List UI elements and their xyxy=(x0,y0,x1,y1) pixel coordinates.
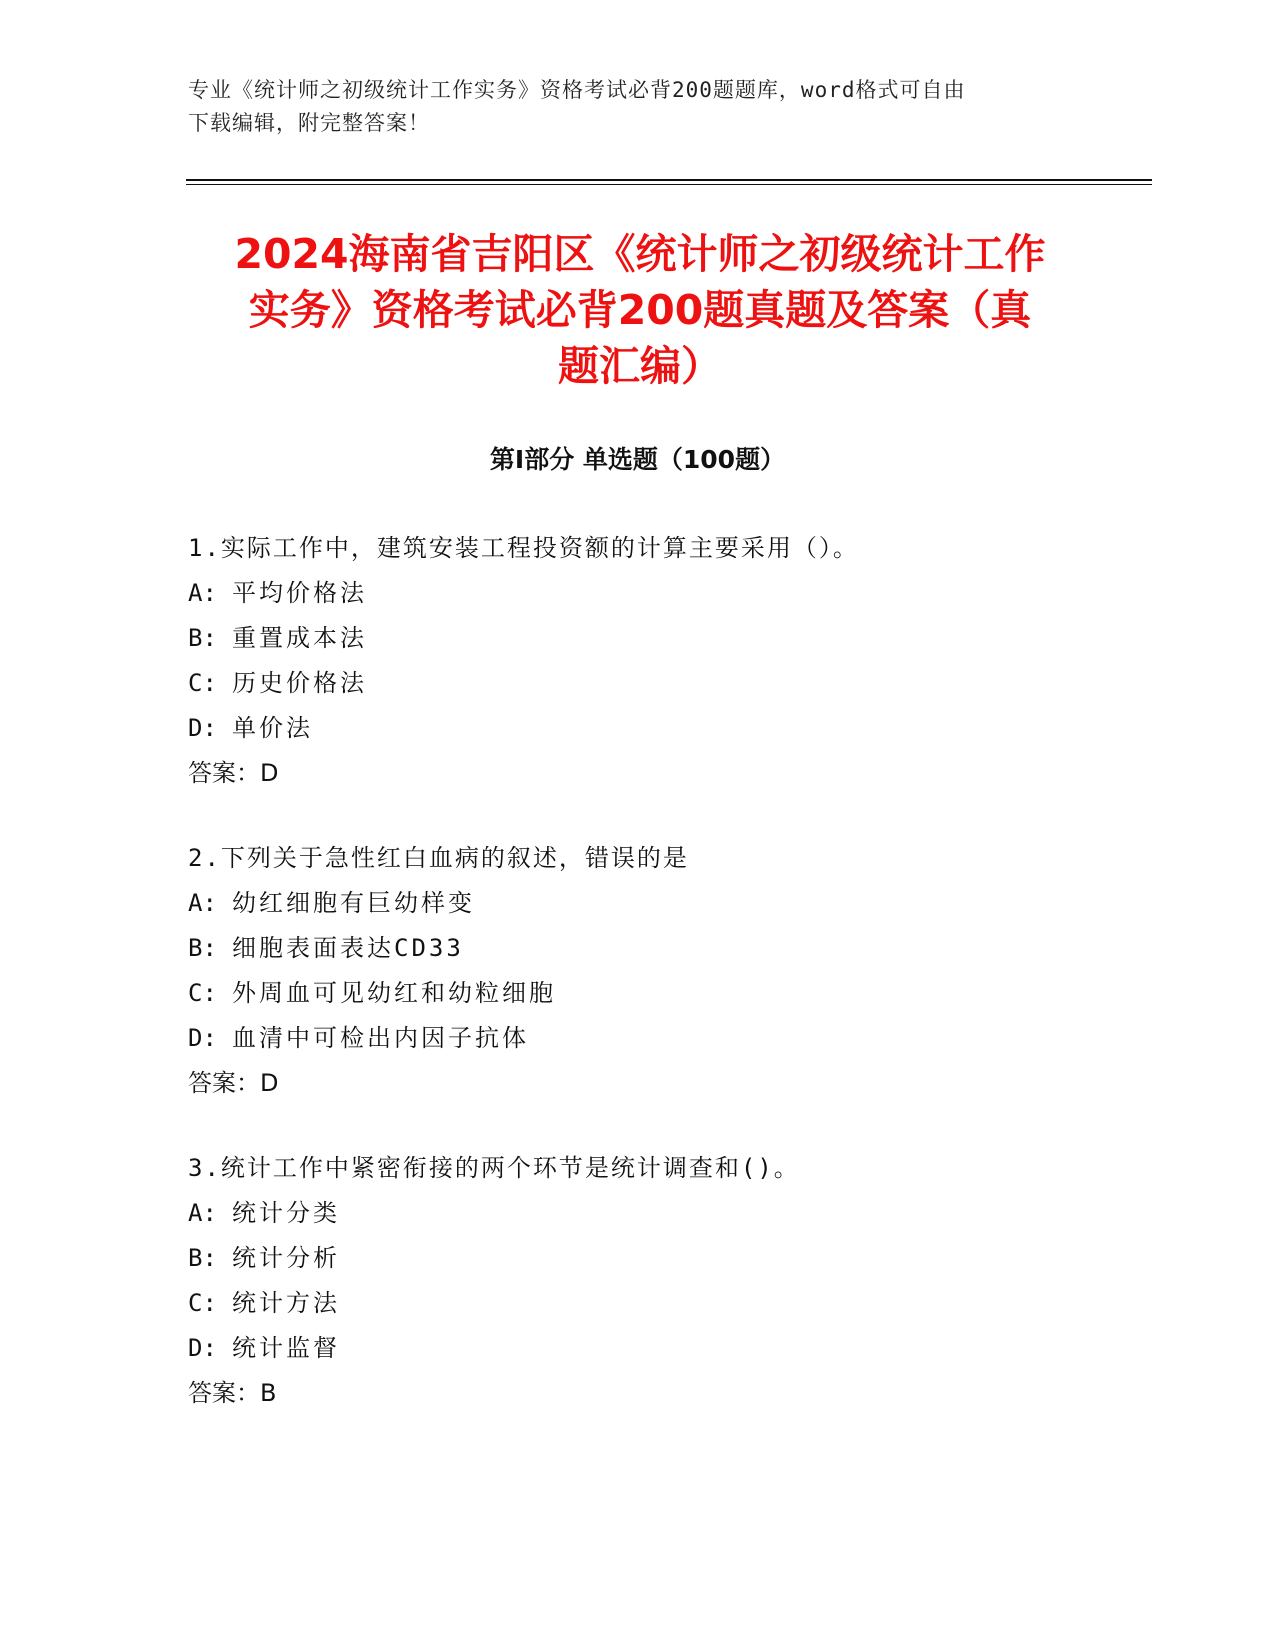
header-note-line: 下载编辑，附完整答案！ xyxy=(188,111,430,135)
document-title-line: 2024海南省吉阳区《统计师之初级统计工作 xyxy=(234,230,1046,278)
option-row xyxy=(188,571,1148,616)
section-title: 第Ⅰ部分 单选题（100题） xyxy=(489,445,786,474)
option-text: 历史价格法 xyxy=(232,669,367,697)
option-text: 细胞表面表达CD33 xyxy=(232,934,464,962)
header-divider-thin xyxy=(186,184,1152,185)
option-row xyxy=(188,881,1148,926)
header-note-line: 专业《统计师之初级统计工作实务》资格考试必背200题题库，word格式可自由 xyxy=(188,78,966,102)
option-row xyxy=(188,616,1148,661)
option-letter: D: xyxy=(188,1024,217,1052)
option-row xyxy=(188,1236,1148,1281)
question-stem: 2.下列关于急性红白血病的叙述，错误的是 xyxy=(188,844,689,872)
option-letter: C: xyxy=(188,1289,217,1317)
option-letter: B: xyxy=(188,1244,217,1272)
option-text: 统计分类 xyxy=(232,1199,340,1227)
answer-line: 答案：B xyxy=(188,1379,277,1407)
option-row xyxy=(188,661,1148,706)
option-row xyxy=(188,971,1148,1016)
answer-line: 答案：D xyxy=(188,759,279,787)
option-letter: B: xyxy=(188,624,217,652)
option-row xyxy=(188,1191,1148,1236)
option-text: 外周血可见幼红和幼粒细胞 xyxy=(232,979,556,1007)
question-item xyxy=(188,526,1148,796)
option-text: 单价法 xyxy=(232,714,313,742)
option-row xyxy=(188,1016,1148,1061)
question-list xyxy=(188,526,1148,1456)
option-letter: A: xyxy=(188,1199,217,1227)
question-item xyxy=(188,836,1148,1106)
header-divider-thick xyxy=(186,179,1152,181)
option-letter: D: xyxy=(188,1334,217,1362)
document-title-line: 题汇编） xyxy=(558,342,722,390)
option-text: 幼红细胞有巨幼样变 xyxy=(232,889,475,917)
option-letter: B: xyxy=(188,934,217,962)
option-letter: A: xyxy=(188,579,217,607)
option-text: 统计方法 xyxy=(232,1289,340,1317)
option-text: 重置成本法 xyxy=(232,624,367,652)
question-stem: 3.统计工作中紧密衔接的两个环节是统计调查和()。 xyxy=(188,1154,800,1182)
option-letter: C: xyxy=(188,669,217,697)
document-title-line: 实务》资格考试必背200题真题及答案（真 xyxy=(248,286,1032,334)
option-text: 统计分析 xyxy=(232,1244,340,1272)
option-row xyxy=(188,1281,1148,1326)
option-text: 血清中可检出内因子抗体 xyxy=(232,1024,529,1052)
option-letter: C: xyxy=(188,979,217,1007)
answer-line: 答案：D xyxy=(188,1069,279,1097)
question-item xyxy=(188,1146,1148,1416)
option-row xyxy=(188,706,1148,751)
option-letter: A: xyxy=(188,889,217,917)
option-letter: D: xyxy=(188,714,217,742)
option-text: 统计监督 xyxy=(232,1334,340,1362)
question-stem: 1.实际工作中，建筑安装工程投资额的计算主要采用（）。 xyxy=(188,534,859,562)
option-row xyxy=(188,1326,1148,1371)
option-row xyxy=(188,926,1148,971)
header-note xyxy=(188,74,1088,140)
option-text: 平均价格法 xyxy=(232,579,367,607)
document-title xyxy=(190,226,1090,394)
